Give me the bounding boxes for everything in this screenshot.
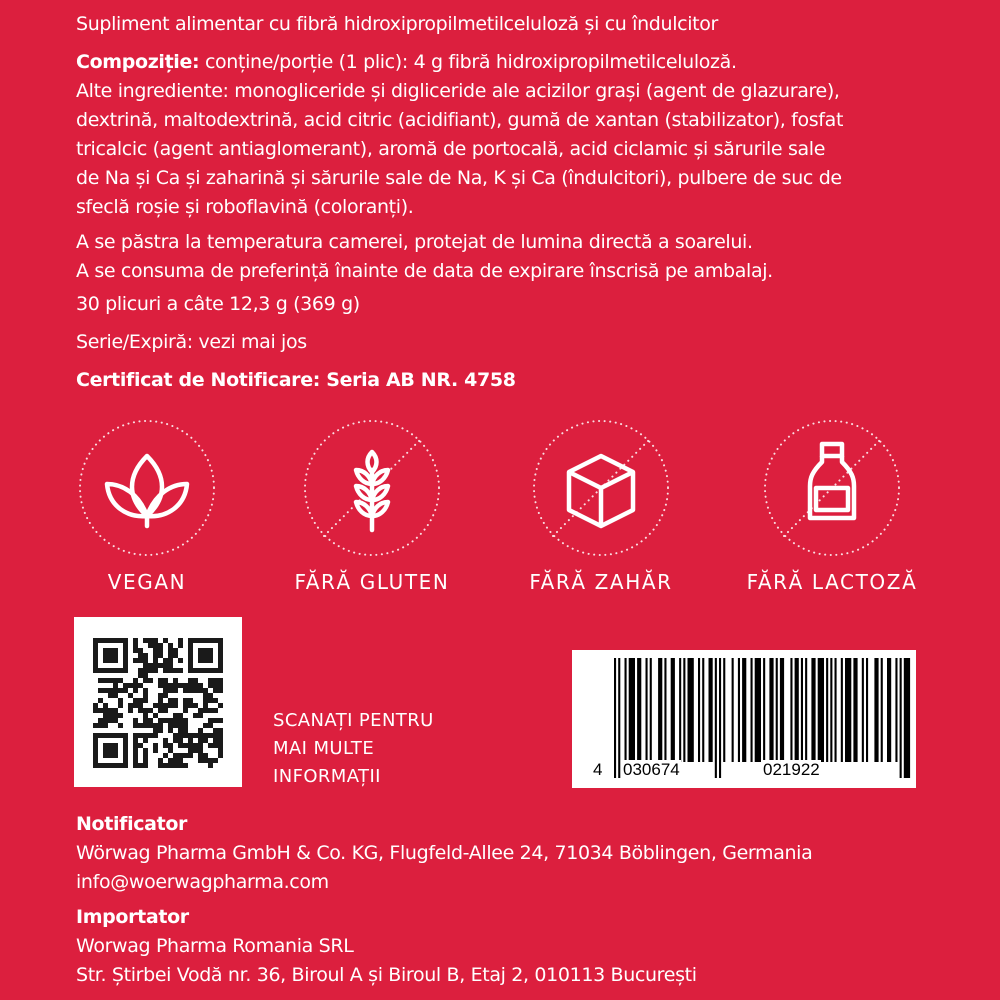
sugar-cube-icon xyxy=(531,418,671,558)
ingredients-line: de Na și Ca și zaharină și sărurile sale de Na, K și Ca (îndulcitori), pulbere de suc de xyxy=(76,167,842,189)
milk-bottle-icon xyxy=(762,418,902,558)
ingredients-line: dextrină, maltodextrină, acid citric (acidifiant), gumă de xantan (stabilizator), fosfat xyxy=(76,109,844,131)
product-description: Supliment alimentar cu fibră hidroxipropilmetilceluloză și cu îndulcitor xyxy=(76,13,718,35)
barcode xyxy=(572,650,916,788)
badge-label-sugar-free: FĂRĂ ZAHĂR xyxy=(529,570,673,594)
notifier-address: Wörwag Pharma GmbH & Co. KG, Flugfeld-Allee 24, 71034 Böblingen, Germania xyxy=(76,842,813,864)
barcode-left-digits: 030674 xyxy=(623,760,680,779)
barcode-right-digits: 021922 xyxy=(763,760,820,779)
composition-block xyxy=(76,48,843,222)
batch-expiry-note: Serie/Expiră: vezi mai jos xyxy=(76,331,307,353)
wheat-icon xyxy=(302,418,442,558)
ingredients-line: Alte ingrediente: monogliceride și digliceride ale acizilor grași (agent de glazurare), xyxy=(76,80,840,102)
ingredients-line: sfeclă roșie și roboflavină (coloranți). xyxy=(76,196,414,218)
notifier-heading: Notificator xyxy=(76,813,188,835)
badge-label-lactose-free: FĂRĂ LACTOZĂ xyxy=(746,570,918,594)
notifier-email[interactable]: info@woerwagpharma.com xyxy=(76,871,329,893)
importer-address: Str. Știrbei Vodă nr. 36, Biroul A și Biroul B, Etaj 2, 010113 București xyxy=(76,964,697,986)
scan-prompt xyxy=(273,707,434,791)
package-content: 30 plicuri a câte 12,3 g (369 g) xyxy=(76,293,360,315)
qr-code[interactable] xyxy=(74,617,242,787)
composition-label: Compoziție: xyxy=(76,51,200,73)
badge-label-gluten-free: FĂRĂ GLUTEN xyxy=(294,570,450,594)
scan-line: SCANAȚI PENTRU xyxy=(273,710,434,731)
importer-name: Worwag Pharma Romania SRL xyxy=(76,935,354,957)
importer-section xyxy=(76,903,697,990)
notification-certificate: Certificat de Notificare: Seria AB NR. 4758 xyxy=(76,369,516,391)
scan-line: INFORMAȚII xyxy=(273,766,381,787)
notifier-section xyxy=(76,810,812,897)
composition-first-line: conține/porție (1 plic): 4 g fibră hidroxipropilmetilceluloză. xyxy=(199,51,737,73)
ingredients-line: tricalcic (agent antiaglomerant), aromă de portocală, acid ciclamic și sărurile sale xyxy=(76,138,826,160)
importer-heading: Importator xyxy=(76,906,189,928)
storage-instructions xyxy=(76,228,773,286)
leaf-icon xyxy=(77,418,217,558)
storage-line: A se consuma de preferință înainte de data de expirare înscrisă pe ambalaj. xyxy=(76,260,773,282)
qr-code-image xyxy=(74,617,242,787)
barcode-first-digit: 4 xyxy=(593,760,603,779)
badge-label-vegan: VEGAN xyxy=(107,570,187,594)
scan-line: MAI MULTE xyxy=(273,738,375,759)
storage-line: A se păstra la temperatura camerei, protejat de lumina directă a soarelui. xyxy=(76,231,753,253)
